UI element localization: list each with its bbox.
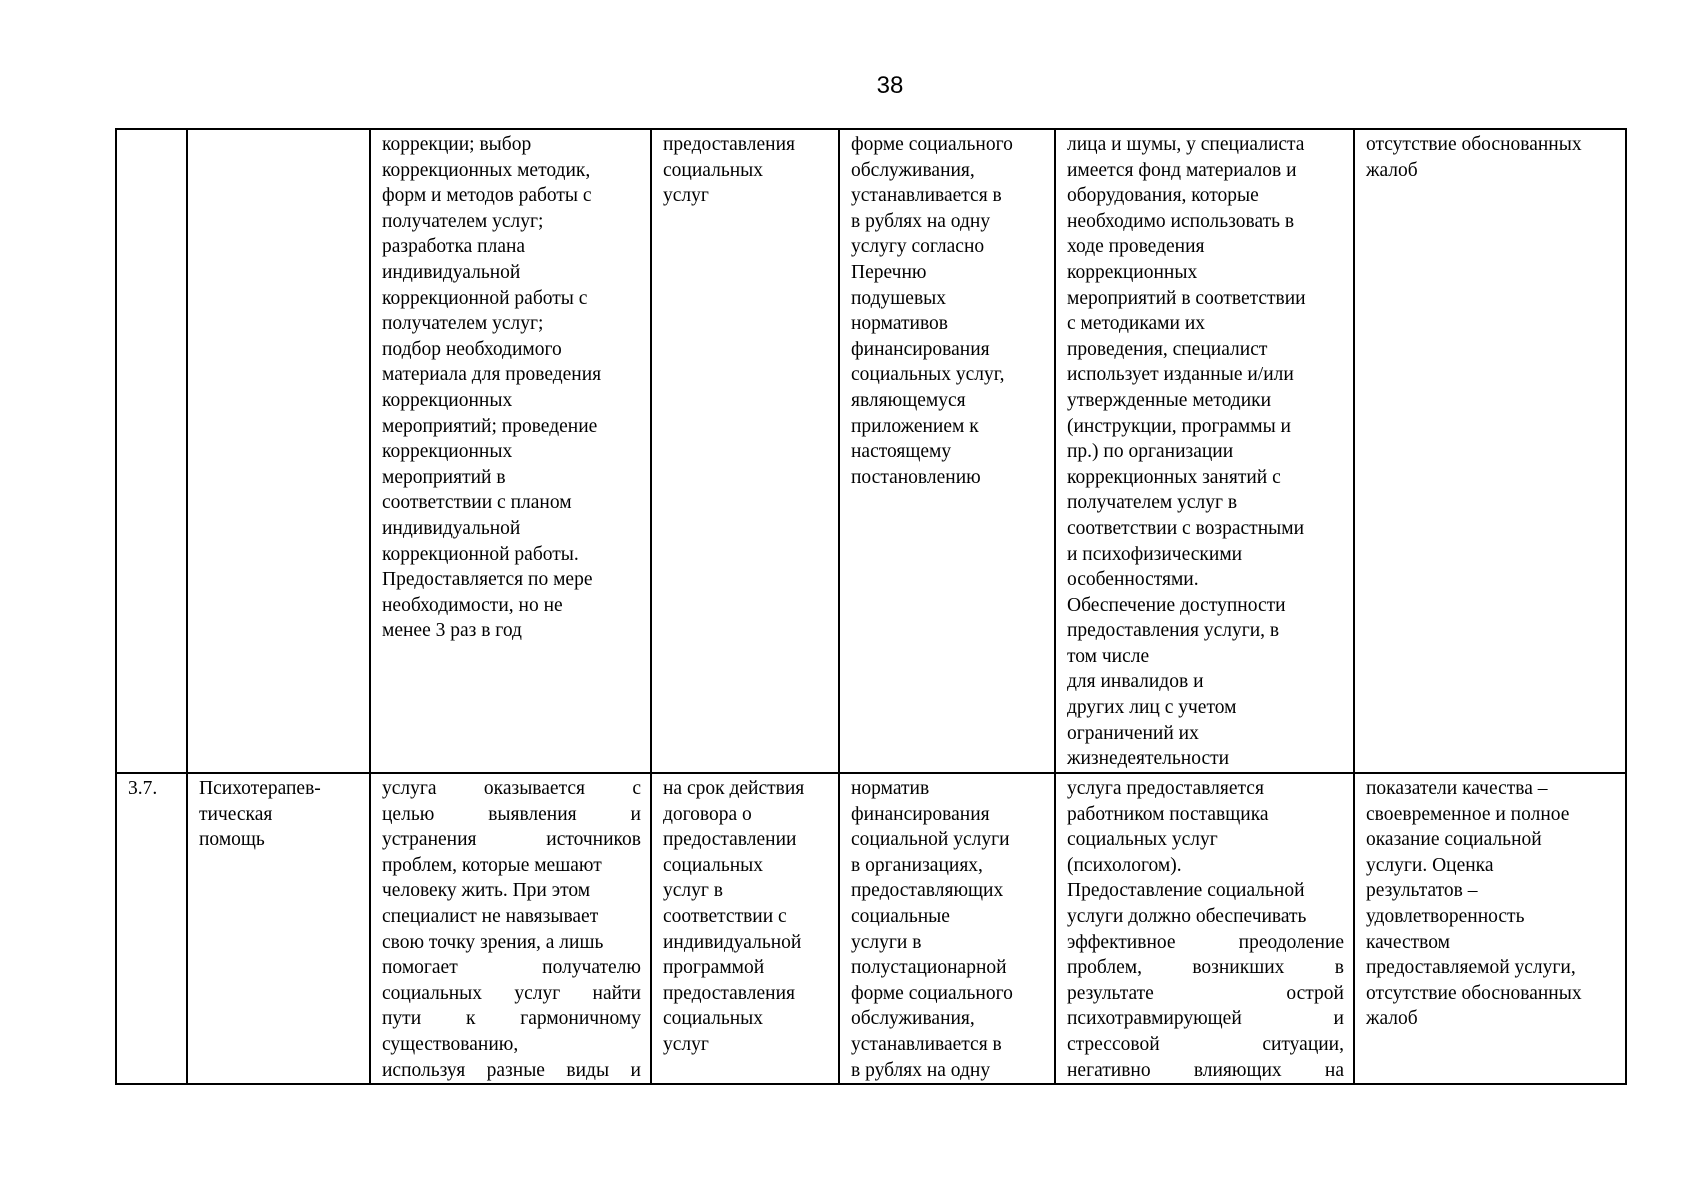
cell-description: [370, 773, 651, 1084]
cell-conditions: [1055, 773, 1354, 1084]
table-row: [116, 773, 1626, 1084]
text-line: проблем, которые мешают: [382, 854, 602, 876]
cell-service-name: [187, 129, 370, 773]
text-line: существованию,: [382, 1033, 519, 1055]
text-line: результате острой: [1067, 982, 1344, 1004]
text-line: (психологом).: [1067, 854, 1182, 876]
text-line: эффективное преодоление: [1067, 931, 1344, 953]
cell-quality: показатели качества – своевременное и полное оказание социальной услуги. Оценка результатов – удовлетворенность качеством предоставляемой услуги, отсутствие обоснованных жалоб: [1354, 773, 1626, 1084]
cell-norm: форме социального обслуживания, устанавливается в в рублях на одну услугу согласно Перечню подушевых нормативов финансирования социальных услуг, являющемуся приложением к настоящему постановлению: [839, 129, 1055, 773]
text-line: используя разные виды и: [382, 1059, 641, 1081]
cell-quality: отсутствие обоснованных жалоб: [1354, 129, 1626, 773]
text-line: услуга предоставляется: [1067, 778, 1264, 799]
text-line: психотравмирующей и: [1067, 1008, 1344, 1030]
cell-norm: норматив финансирования социальной услуги в организациях, предоставляющих социальные услуги в полустационарной форме социального обслуживания, устанавливается в в рублях на одну: [839, 773, 1055, 1084]
text-line: социальных услуг: [1067, 829, 1218, 851]
services-table: [115, 128, 1627, 1085]
cell-description: коррекции; выбор коррекционных методик, форм и методов работы с получателем услуг; разработка плана индивидуальной коррекционной работы с получателем услуг; подбор необходимого материала для проведения коррекционных мероприятий; проведение коррекционных мероприятий в соответствии с планом индивидуальной коррекционной работы. Предоставляется по мере необходимости, но не менее 3 раз в год: [370, 129, 651, 773]
text-line: помогает получателю: [382, 957, 641, 979]
text-line: проблем, возникших в: [1067, 957, 1344, 979]
text-line: пути к гармоничному: [382, 1008, 641, 1030]
text-line: целью выявления и: [382, 803, 641, 825]
text-line: стрессовой ситуации,: [1067, 1033, 1344, 1055]
text-line: услуга оказывается с: [382, 778, 641, 799]
text-line: устранения источников: [382, 829, 641, 851]
text-line: специалист не навязывает: [382, 905, 599, 927]
text-line: негативно влияющих на: [1067, 1059, 1344, 1081]
text-line: Предоставление социальной: [1067, 880, 1305, 902]
cell-term: на срок действия договора о предоставлении социальных услуг в соответствии с индивидуальной программой предоставления социальных услуг: [651, 773, 839, 1084]
cell-term: предоставления социальных услуг: [651, 129, 839, 773]
table-row: [116, 129, 1626, 773]
text-line: работником поставщика: [1067, 803, 1269, 825]
cell-service-name: Психотерапев- тическая помощь: [187, 773, 370, 1084]
cell-number: [116, 129, 187, 773]
text-line: социальных услуг найти: [382, 982, 641, 1004]
text-line: человеку жить. При этом: [382, 880, 591, 902]
cell-number: 3.7.: [116, 773, 187, 1084]
page-number: 38: [876, 72, 904, 99]
cell-conditions: лица и шумы, у специалиста имеется фонд материалов и оборудования, которые необходимо использовать в ходе проведения коррекционных мероприятий в соответствии с методиками их проведения, специалист использует изданные и/или утвержденные методики (инструкции, программы и пр.) по организации коррекционных занятий с получателем услуг в соответствии с возрастными и психофизическими особенностями. Обеспечение доступности предоставления услуги, в том числе для инвалидов и других лиц с учетом ограничений их жизнедеятельности: [1055, 129, 1354, 773]
text-line: свою точку зрения, а лишь: [382, 931, 604, 953]
text-line: услуги должно обеспечивать: [1067, 905, 1307, 927]
